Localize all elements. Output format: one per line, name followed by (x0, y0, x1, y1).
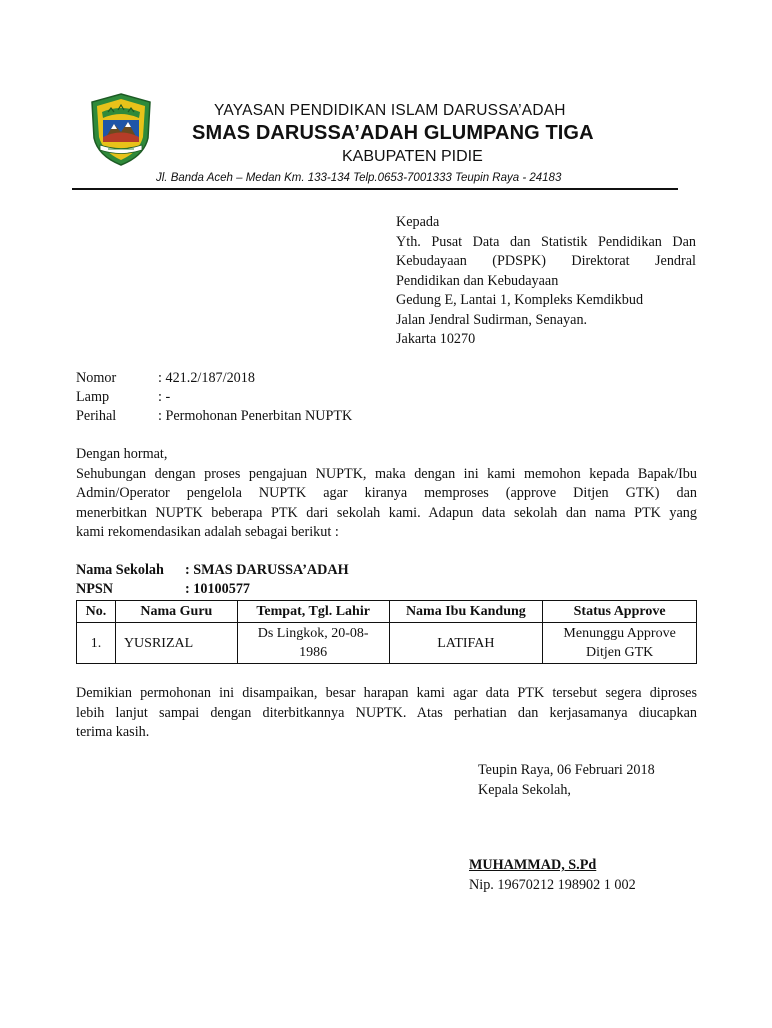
table-row (77, 623, 697, 664)
column-header-teacher-name: Nama Guru (115, 601, 237, 623)
letter-number-label: Nomor (76, 370, 117, 386)
regency-name: KABUPATEN PIDIE (342, 148, 483, 165)
signer-block (469, 856, 636, 895)
recipient-to: Kepada (396, 214, 440, 230)
cell-status: Menunggu Approve Ditjen GTK (543, 623, 697, 664)
school-logo (88, 92, 154, 167)
subject-value: : Permohonan Penerbitan NUPTK (158, 408, 353, 424)
closing-line: Demikian permohonan ini disampaikan, besar harapan kami agar data PTK tersebut segera diproses (76, 685, 697, 701)
cell-no: 1. (77, 623, 116, 664)
ptk-table (76, 600, 697, 664)
recipient-line: Kebudayaan (PDSPK) Direktorat Jendral (396, 253, 696, 269)
signer-nip: Nip. 19670212 198902 1 002 (469, 876, 636, 893)
greeting: Dengan hormat, (76, 446, 168, 462)
body-line: Sehubungan dengan proses pengajuan NUPTK, maka dengan ini kami memohon kepada Bapak/Ibu (76, 465, 697, 482)
school-name-label: Nama Sekolah (76, 562, 164, 578)
recipient-block (396, 213, 696, 350)
closing-line: terima kasih. (76, 724, 150, 740)
body-line: menerbitkan NUPTK beberapa PTK dari sekolah kami. Adapun data sekolah dan nama PTK yang (76, 504, 697, 521)
letter-body (76, 445, 697, 543)
signer-name: MUHAMMAD, S.Pd (469, 857, 597, 873)
signature-block (478, 761, 655, 800)
cell-teacher-name: YUSRIZAL (115, 623, 237, 664)
attachment-value: : - (158, 389, 171, 405)
npsn-label: NPSN (76, 581, 114, 597)
cell-mother-name: LATIFAH (389, 623, 543, 664)
foundation-name: YAYASAN PENDIDIKAN ISLAM DARUSSA’ADAH (214, 102, 566, 119)
recipient-line: Jalan Jendral Sudirman, Senayan. (396, 311, 588, 328)
letter-number-value: : 421.2/187/2018 (158, 370, 255, 386)
body-line: kami rekomendasikan adalah sebagai berikut : (76, 524, 339, 540)
closing-paragraph (76, 684, 697, 743)
place-date: Teupin Raya, 06 Februari 2018 (478, 762, 655, 778)
school-name-value: : SMAS DARUSSA’ADAH (185, 562, 349, 578)
cell-birth: Ds Lingkok, 20-08-1986 (237, 623, 389, 664)
column-header-mother-name: Nama Ibu Kandung (389, 601, 543, 623)
signer-position: Kepala Sekolah, (478, 781, 571, 798)
closing-line: lebih lanjut sampai dengan diterbitkannya NUPTK. Atas perhatian dan kerjasamanya diucapkan (76, 704, 697, 721)
letterhead-divider (72, 188, 678, 190)
column-header-no: No. (77, 601, 116, 623)
school-address: Jl. Banda Aceh – Medan Km. 133-134 Telp.0653-7001333 Teupin Raya - 24183 (156, 172, 562, 184)
column-header-birth: Tempat, Tgl. Lahir (237, 601, 389, 623)
recipient-line: Gedung E, Lantai 1, Kompleks Kemdikbud (396, 292, 644, 308)
recipient-line: Yth. Pusat Data dan Statistik Pendidikan Dan (396, 233, 696, 250)
npsn-value: : 10100577 (185, 581, 251, 597)
table-header-row (77, 601, 697, 623)
attachment-label: Lamp (76, 389, 110, 405)
body-line: Admin/Operator pengelola NUPTK agar kiranya memproses (approve Ditjen GTK) dan (76, 485, 697, 501)
recipient-line: Pendidikan dan Kebudayaan (396, 272, 559, 289)
school-name-heading: SMAS DARUSSA’ADAH GLUMPANG TIGA (192, 122, 594, 144)
subject-label: Perihal (76, 408, 117, 424)
school-crest-icon (88, 92, 154, 167)
recipient-line: Jakarta 10270 (396, 331, 476, 347)
column-header-status: Status Approve (543, 601, 697, 623)
